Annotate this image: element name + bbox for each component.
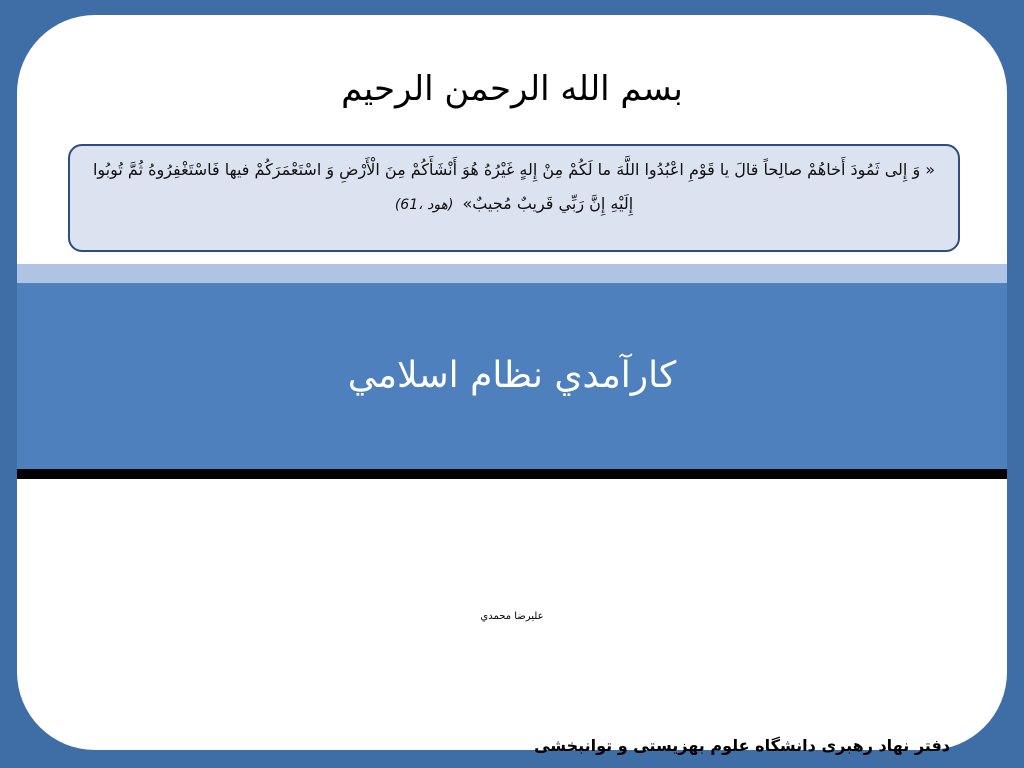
slide (17, 15, 1007, 750)
slide-title: كارآمدي نظام اسلامي (347, 355, 677, 396)
quran-verse-text: « وَ إِلى‏ ثَمُودَ أَخاهُمْ صالِحاً قالَ يا قَوْمِ اعْبُدُوا اللَّهَ ما لَكُمْ مِنْ إِلهٍ غَيْرُهُ هُوَ أَنْشَأَكُمْ مِنَ الْأَرْضِ وَ اسْتَعْمَرَكُمْ فيها فَاسْتَغْفِرُوهُ ثُمَّ تُوبُوا إِلَيْهِ إِنَّ رَبِّي قَريبٌ مُجيبٌ» (92, 160, 936, 213)
author-name: عليرضا محمدي (480, 611, 544, 622)
verse-reference: (هود ،61) (394, 197, 454, 213)
light-blue-band (17, 264, 1007, 283)
title-band (17, 283, 1007, 469)
footer-text: دفتر نهاد رهبری دانشگاه علوم بهزیستی و توانبخشی (534, 736, 950, 755)
basmala-heading: بسم الله الرحمن الرحيم (341, 69, 683, 109)
quran-verse-box (68, 144, 960, 252)
divider-line (17, 469, 1007, 479)
